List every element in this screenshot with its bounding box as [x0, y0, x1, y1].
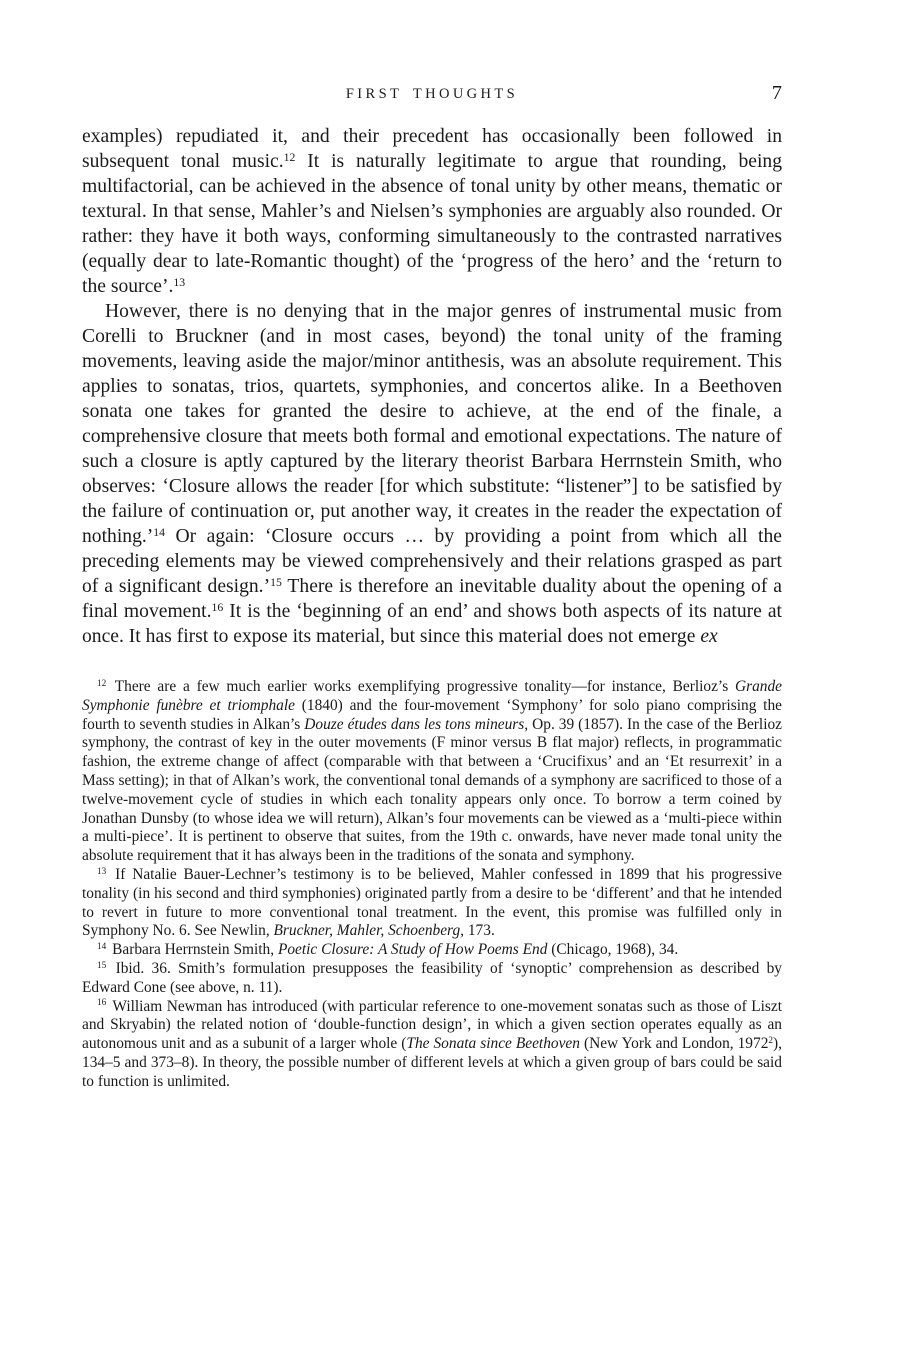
text-segment: Bruckner, Mahler, Schoenberg,	[273, 922, 465, 940]
text-segment: It is the ‘beginning of an end’ and shows both aspects of its nature at once. It has first to expose its material, but since this material does not emerge	[82, 601, 782, 647]
running-head: FIRST THOUGHTS	[345, 86, 519, 102]
text-segment: Barbara Herrnstein Smith,	[112, 941, 278, 959]
text-segment: William Newman has introduced (with particular reference to one-movement sonatas such as those of Liszt and Skryabin) the related notion of ‘double-function design’, in which a given section operates equally as an autonomous unit and as a subunit of a larger whole (	[82, 997, 782, 1053]
text-segment: (1840) and the four-movement ‘Symphony’ for solo piano comprising the fourth to seventh studies in Alkan’s	[82, 696, 782, 733]
text-segment: ), 134–5 and 373–8). In theory, the possible number of different levels at which a given group of bars could be said to function is unlimited.	[82, 1035, 783, 1090]
footnote	[82, 998, 782, 1092]
text-segment: The Sonata since Beethoven	[406, 1035, 580, 1053]
footnotes	[82, 678, 782, 1092]
body-paragraph	[82, 299, 782, 649]
footnote	[82, 866, 782, 941]
text-segment: ex	[700, 626, 718, 647]
text-segment: 173.	[464, 922, 495, 940]
text-column	[82, 82, 783, 1092]
footnote	[82, 960, 782, 998]
footnote-ref-superscript: 2	[768, 1035, 774, 1046]
page-number: 7	[771, 82, 782, 104]
body-text	[82, 124, 782, 649]
page-header	[82, 82, 782, 108]
footnote-number: 12	[97, 677, 107, 688]
footnote-ref-superscript: 14	[153, 525, 166, 539]
text-segment: (Chicago, 1968), 34.	[547, 941, 679, 959]
text-segment: Ibid. 36. Smith’s formulation presupposes the feasibility of ‘synoptic’ comprehension as described by Edward Cone (see above, n. 11).	[82, 959, 782, 996]
footnote-ref-superscript: 15	[270, 575, 282, 589]
footnote-ref-superscript: 12	[283, 150, 296, 164]
text-segment: Douze études dans les tons mineurs,	[304, 715, 529, 733]
footnote-ref-superscript: 16	[211, 600, 224, 614]
text-segment: There is therefore an inevitable duality about the opening of a final movement.	[82, 576, 782, 622]
footnote-number: 14	[97, 941, 107, 952]
text-segment: It is naturally legitimate to argue that rounding, being multifactorial, can be achieved in the absence of tonal unity by other means, thematic or textural. In that sense, Mahler’s and Nielsen’s symphonies are arguably also rounded. Or rather: they have it both ways, conforming simultaneously to the contrasted narratives (equally dear to late-Romantic thought) of the ‘progress of the hero’ and the ‘return to the source’.	[82, 151, 783, 297]
footnote	[82, 941, 782, 960]
text-segment: (New York and London, 1972	[579, 1035, 769, 1053]
footnote-ref-superscript: 13	[173, 275, 186, 289]
footnote-number: 15	[97, 959, 107, 970]
text-segment: Or again: ‘Closure occurs … by providing a point from which all the preceding elements may be viewed comprehensively and their relations grasped as part of a significant design.’	[82, 526, 782, 597]
text-segment: Poetic Closure: A Study of How Poems End	[277, 941, 548, 959]
text-segment: However, there is no denying that in the major genres of instrumental music from Corelli to Bruckner (and in most cases, beyond) the tonal unity of the framing movements, leaving aside the major/minor antithesis, was an absolute requirement. This applies to sonatas, trios, quartets, symphonies, and concertos alike. In a Beethoven sonata one takes for granted the desire to achieve, at the end of the finale, a comprehensive closure that meets both formal and emotional expectations. The nature of such a closure is aptly captured by the literary theorist Barbara Herrnstein Smith, who observes: ‘Closure allows the reader [for which substitute: “listener”] to be satisfied by the failure of continuation or, put another way, it creates in the reader the expectation of nothing.’	[82, 301, 782, 547]
text-segment: Op. 39 (1857). In the case of the Berlioz symphony, the contrast of key in the outer movements (F minor versus B flat major) reflects, in programmatic fashion, the extreme change of affect (comparable with that between a ‘Crucifixus’ and an ‘Et resurrexit’ in a Mass setting); in that of Alkan’s work, the conventional tonal demands of a symphony are sacrificed to those of a twelve-movement cycle of studies in which each tonality appears only once. To borrow a term coined by Jonathan Dunsby (to whose idea we will return), Alkan’s four movements can be viewed as a ‘multi-piece within a multi-piece’. It is pertinent to observe that suites, from the 19th c. onwards, have never made tonal unity the absolute requirement that it has always been in the traditions of the sonata and symphony.	[82, 715, 782, 865]
footnote-number: 16	[97, 997, 107, 1008]
footnote-number: 13	[97, 865, 107, 876]
footnote	[82, 678, 782, 866]
body-paragraph	[82, 124, 782, 299]
text-segment: Grande Symphonie funèbre et triomphale	[82, 678, 782, 714]
text-segment: There are a few much earlier works exemplifying progressive tonality—for instance, Berlioz’s	[114, 678, 735, 695]
text-segment: If Natalie Bauer-Lechner’s testimony is to be believed, Mahler confessed in 1899 that his progressive tonality (in his second and third symphonies) originated partly from a desire to be ‘different’ and that he intended to revert in future to more conventional tonal treatment. In the event, this promise was fulfilled only in Symphony No. 6. See Newlin,	[82, 865, 782, 940]
text-segment: examples) repudiated it, and their precedent has occasionally been followed in subsequent tonal music.	[82, 126, 782, 172]
